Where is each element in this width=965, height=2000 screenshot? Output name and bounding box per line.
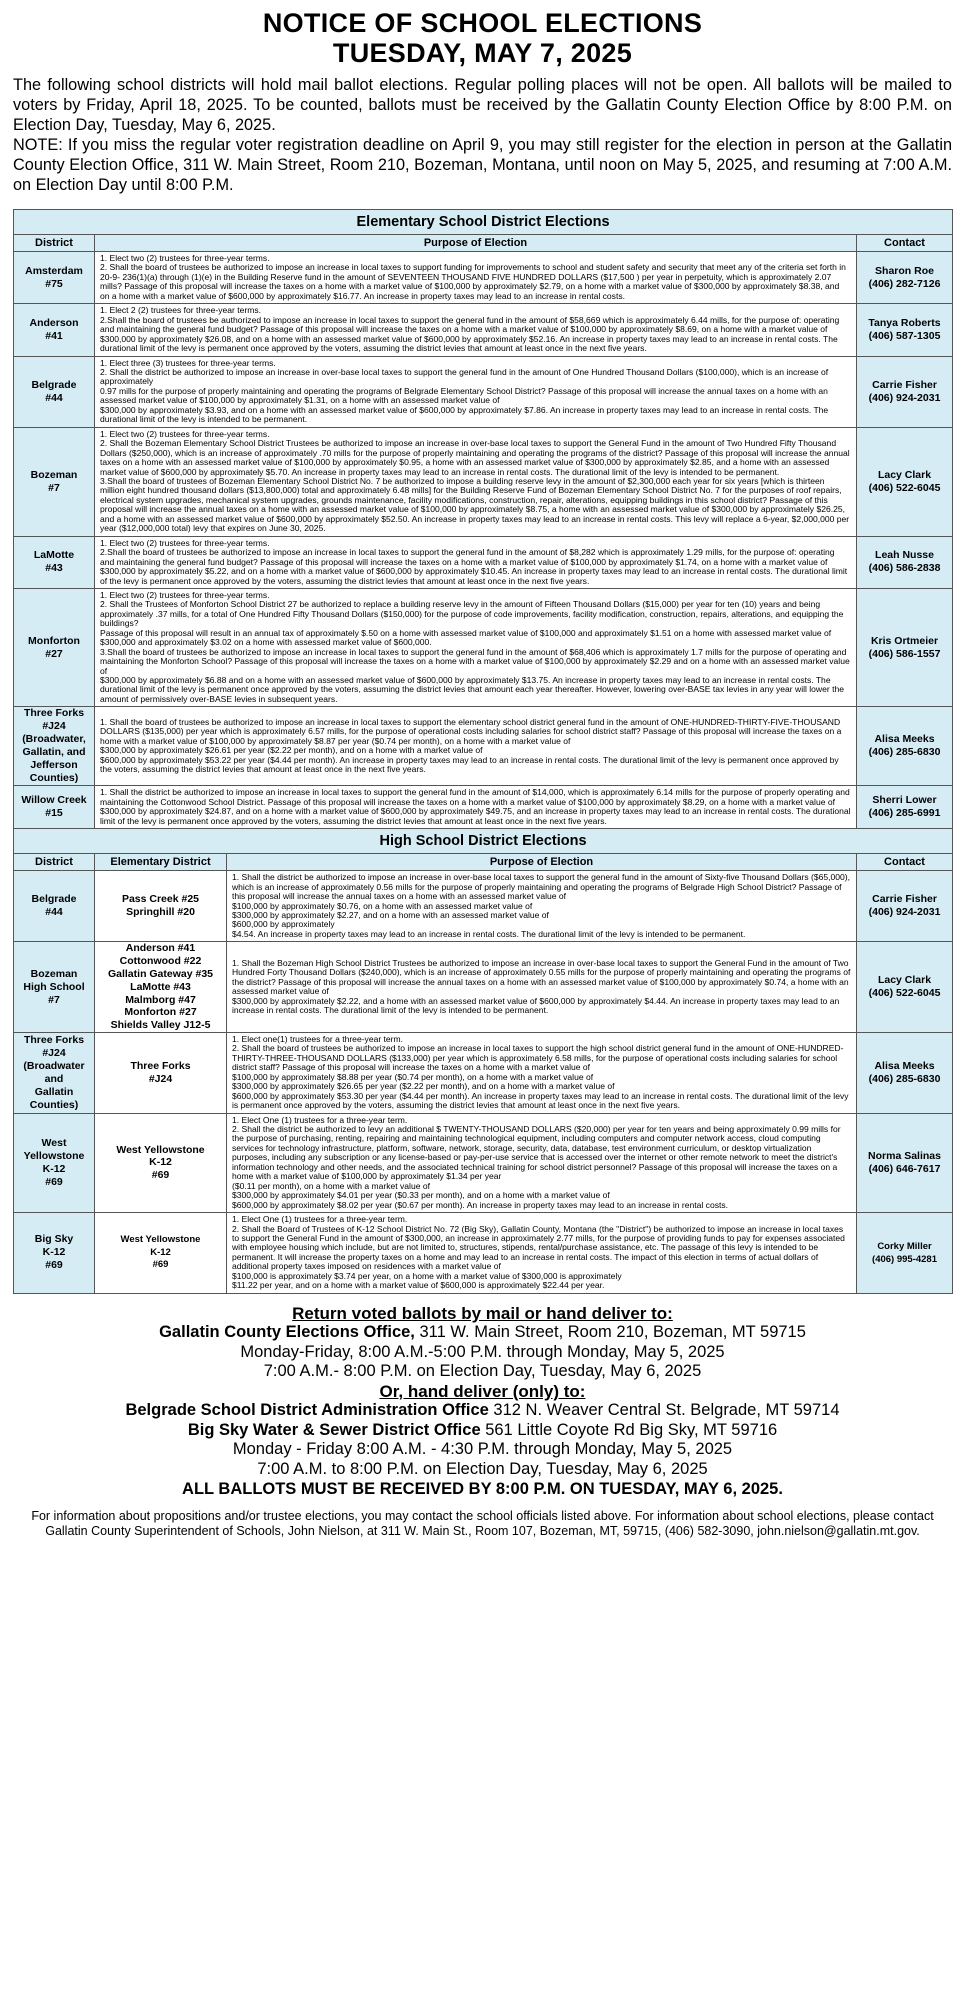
- contact-cell: [857, 536, 953, 588]
- text-line: 1. Shall the district be authorized to impose an increase in over-base local taxes to support the general fund in the amount of Sixty-five Thousand Dollars ($65,000), which is an increase of approximately 0.56 mills for the purpose of properly maintaining and operating the programs of Belgrade High School District? Passage of this proposal will increase the annual taxes on a home with an assessed market value of: [232, 872, 850, 902]
- text-line: 1. Elect three (3) trustees for three-year terms.: [100, 357, 276, 368]
- text-line: Belgrade: [31, 893, 77, 906]
- col-purpose: Purpose of Election: [227, 854, 857, 871]
- district-cell: [14, 871, 95, 942]
- text-line: $300,000 by approximately $2.22, and a home with an assessed market value of $600,000 by approximately $4.44. An increase in property taxes may lead to an increase in rental costs. The durational limit of the levy is intended to be permanent.: [232, 995, 840, 1016]
- contact-info: For information about propositions and/or trustee elections, you may contact the school officials listed above. For information about school elections, please contact Gallatin County Superintendent of Schools, John Nielson, at 311 W. Main St., Room 107, Bozeman, MT, 59715, (406) 582-3090, john.nielson@gallatin.mt.gov.: [31, 1509, 934, 1539]
- text-line: K-12: [149, 1156, 172, 1169]
- text-line: High School: [23, 980, 85, 993]
- elementary-district-cell: [95, 1113, 227, 1213]
- purpose-cell: [95, 588, 857, 706]
- purpose-cell: [95, 304, 857, 356]
- contact-phone: (406) 285-6991: [868, 807, 941, 820]
- elections-table: [13, 209, 953, 1294]
- text-line: Pass Creek #25: [121, 893, 200, 906]
- district-cell: [14, 588, 95, 706]
- office-hours: Monday - Friday 8:00 A.M. - 4:30 P.M. through Monday, May 5, 2025: [232, 1440, 733, 1459]
- table-row: [14, 1032, 953, 1113]
- contact-cell: [857, 786, 953, 829]
- text-line: 1. Elect two (2) trustees for three-year terms.: [100, 428, 270, 439]
- elementary-banner: Elementary School District Elections: [14, 210, 953, 235]
- text-line: $600,000 by approximately: [232, 919, 335, 930]
- text-line: #43: [45, 562, 63, 575]
- contact-name: Tanya Roberts: [868, 316, 941, 329]
- text-line: #7: [48, 481, 60, 494]
- text-line: Gallatin, and: [22, 746, 86, 759]
- contact-cell: [857, 252, 953, 304]
- office-gallatin: [13, 1323, 952, 1343]
- text-line: K-12: [42, 1246, 66, 1259]
- contact-cell: [857, 1113, 953, 1213]
- text-line: 2. Shall the district be authorized to impose an increase in over-base local taxes to support the general fund in the amount of One Hundred Thousand Dollars ($100,000), which is an increase of approximately: [100, 366, 829, 387]
- text-line: $600,000 by approximately $8.02 per year ($0.67 per month). An increase in property taxes may lead to an increase in rental costs.: [232, 1199, 728, 1210]
- text-line: West: [41, 1136, 67, 1149]
- text-line: Gallatin: [34, 1085, 74, 1098]
- text-line: 1. Elect one(1) trustees for a three-year term.: [232, 1033, 404, 1044]
- contact-phone: (406) 587-1305: [868, 329, 941, 342]
- text-line: West Yellowstone: [120, 1233, 201, 1245]
- purpose-cell: [95, 356, 857, 427]
- table-row: [14, 356, 953, 427]
- purpose-cell: [95, 707, 857, 786]
- contact-phone: (406) 924-2031: [868, 391, 941, 404]
- text-line: $100,000 by approximately $8.88 per year ($0.74 per month), on a home with a market value of: [232, 1071, 594, 1082]
- high-school-column-headers: [14, 854, 953, 871]
- ballot-deadline: ALL BALLOTS MUST BE RECEIVED BY 8:00 P.M. ON TUESDAY, MAY 6, 2025.: [182, 1480, 783, 1499]
- text-line: #44: [45, 906, 63, 919]
- text-line: 1. Shall the district be authorized to impose an increase in local taxes to support the general fund in the amount of $14,000, which is approximately 6.14 mills for the purpose of properly operating and maintaining the Cottonwood School District. Passage of this proposal will increase the taxes on a home with a market value of $100,000 by approximately $8.29, on a home with a market value of $300,000 by approximately $24.87, and on a home with a market value of $600,000 by approximately $49.75, and an increase in property taxes may lead to an increase in rental costs. The durational limit of the levy is permanent once approved by the voters, assuming the district levies that amount at least once in the next five years.: [100, 787, 851, 826]
- contact-cell: [857, 1213, 953, 1294]
- text-line: Three Forks: [130, 1059, 191, 1072]
- text-line: (Broadwater: [23, 1059, 85, 1072]
- contact-phone: (406) 586-1557: [868, 647, 941, 660]
- office-hours: Monday-Friday, 8:00 A.M.-5:00 P.M. through Monday, May 5, 2025: [240, 1342, 725, 1361]
- text-line: Anderson: [29, 316, 79, 329]
- contact-phone: (406) 646-7617: [868, 1162, 941, 1175]
- text-line: 1. Shall the board of trustees be authorized to impose an increase in local taxes to support the elementary school district general fund in the amount of ONE-HUNDRED-THIRTY-FIVE-THOUSAND DOLLARS ($135,000) per year which is approximately 6.57 mills, for the purpose of operational costs including salaries for school district staff? Passage of this proposal will increase the taxes on a home with a market value of $100,000 by approximately $8.87 per year ($0.74 per month), on a home with a market value of: [100, 717, 842, 746]
- contact-phone: (406) 282-7126: [868, 277, 941, 290]
- text-line: 1. Elect One (1) trustees for a three-year term.: [232, 1114, 408, 1125]
- district-cell: [14, 786, 95, 829]
- col-elementary-district: Elementary District: [95, 854, 227, 871]
- registration-note: NOTE: If you miss the regular voter registration deadline on April 9, you may still register for the election in person at the Gallatin County Election Office, 311 W. Main Street, Room 210, Bozeman, Montana, until noon on May 5, 2025, and resuming at 7:00 A.M. on Election Day until 8:00 P.M.: [13, 136, 952, 194]
- office-name: Gallatin County Elections Office,: [159, 1323, 415, 1342]
- contact-name: Carrie Fisher: [872, 893, 937, 906]
- text-line: Big Sky: [34, 1233, 74, 1246]
- text-line: K-12: [150, 1246, 171, 1258]
- text-line: #69: [152, 1259, 169, 1271]
- text-line: #69: [45, 1259, 63, 1272]
- text-line: 2.Shall the board of trustees be authorized to impose an increase in local taxes to support the general fund in the amount of $8,282 which is approximately 1.29 mills, for the purpose of: operating and maintaining the general fund budget? Passage of this proposal will increase the taxes on a home with a market value of $100,000 by approximately $1.74, on a home with a market value of $300,000 by approximately $5.22, and on a home with a market value of $600,000 by approximately $10.45. An increase in property taxes may lead to an increase in rental costs. The durational limit of the levy is permanent once approved by the voters, assuming the district levies that amount at least once in the next five years.: [100, 547, 848, 586]
- district-cell: [14, 707, 95, 786]
- text-line: $300,000 by approximately $26.65 per year ($2.22 per month), and on a home with a market value of: [232, 1081, 615, 1092]
- purpose-cell: [95, 536, 857, 588]
- hand-deliver-header: Or, hand deliver (only) to:: [379, 1381, 586, 1401]
- district-cell: [14, 1113, 95, 1213]
- col-district: District: [14, 235, 95, 252]
- col-purpose: Purpose of Election: [95, 235, 857, 252]
- contact-name: Norma Salinas: [868, 1149, 941, 1162]
- contact-phone: (406) 522-6045: [868, 481, 941, 494]
- contact-cell: [857, 304, 953, 356]
- text-line: Anderson #41: [125, 942, 196, 955]
- text-line: ($0.11 per month), on a home with a market value of: [232, 1180, 430, 1191]
- contact-name: Alisa Meeks: [874, 1059, 935, 1072]
- return-header: Return voted ballots by mail or hand deliver to:: [292, 1303, 673, 1323]
- district-cell: [14, 942, 95, 1033]
- district-cell: [14, 304, 95, 356]
- table-row: [14, 786, 953, 829]
- elementary-column-headers: [14, 235, 953, 252]
- purpose-cell: [95, 252, 857, 304]
- contact-phone: (406) 995-4281: [872, 1253, 937, 1265]
- office-big-sky: [13, 1421, 952, 1441]
- text-line: 1. Elect two (2) trustees for three-year terms.: [100, 253, 270, 263]
- text-line: K-12: [42, 1162, 66, 1175]
- purpose-cell: [95, 786, 857, 829]
- text-line: #15: [45, 807, 63, 820]
- text-line: #75: [45, 277, 63, 290]
- contact-phone: (406) 285-6830: [868, 1072, 941, 1085]
- district-cell: [14, 252, 95, 304]
- elementary-district-cell: [95, 1213, 227, 1294]
- high-school-banner: High School District Elections: [14, 829, 953, 854]
- contact-name: Carrie Fisher: [872, 378, 937, 391]
- text-line: $300,000 by approximately $2.27, and on a home with an assessed market value of: [232, 910, 549, 921]
- table-row: [14, 1213, 953, 1294]
- text-line: Three Forks: [23, 1033, 85, 1046]
- purpose-cell: [227, 871, 857, 942]
- district-cell: [14, 427, 95, 536]
- text-line: #J24: [148, 1072, 173, 1085]
- text-line: LaMotte #43: [130, 980, 191, 993]
- contact-cell: [857, 588, 953, 706]
- text-line: (Broadwater,: [22, 733, 86, 746]
- purpose-cell: [227, 1113, 857, 1213]
- text-line: #J24: [42, 720, 66, 733]
- text-line: Monforton: [28, 634, 80, 647]
- text-line: $100,000 by approximately $0.76, on a home with an assessed market value of: [232, 900, 533, 911]
- text-line: $300,000 by approximately $4.01 per year ($0.33 per month), and on a home with a market value of: [232, 1190, 610, 1201]
- contact-name: Lacy Clark: [877, 974, 932, 987]
- text-line: 2. Shall the board of trustees be authorized to impose an increase in local taxes to support the high school district general fund in the amount of ONE-HUNDRED-THIRTY-THREE-THOUSAND DOLLARS ($133,000) per year which is approximately 6.58 mills, for the purpose of operational costs including salaries for school district staff? Passage of this proposal will increase the taxes on a home with a market value of: [232, 1043, 844, 1073]
- text-line: $600,000 by approximately $53.22 per year ($4.44 per month). An increase in property taxes may lead to an increase in rental costs. The durational limit of the levy is permanent once approved by the voters, assuming the district levies that amount at least once in the next five years.: [100, 754, 839, 775]
- text-line: 3.Shall the board of trustees of Bozeman Elementary School District No. 7 be authorized to impose a building reserve levy in the amount of $2,300,000 each year for six years [which is thirteen million eight hundred thousand dollars ($13,800,000) total and approximately 6.48 mills] for the Building Reserve Fund of Bozeman Elementary School District No. 7 for the purposes of roof repairs, electrical system upgrades, mechanical system upgrades, grounds maintenance, facility modifications, construction, repair, alterations, equipping buildings in this school district? Passage of this proposal will increase the annual taxes on a home with an assessed market value of $100,000 by approximately $8.75, a home with an assessed market value of $300,000 by approximately $26.25, and a home with an assessed market value of $600,000 by approximately $52.50. An increase in property taxes may lead to an increase in rental costs. This levy will replace a 6-year, $2,000,000 per year ($12,000,000 total) levy that expires on June 30, 2025.: [100, 475, 850, 534]
- text-line: Malmborg #47: [125, 993, 196, 1006]
- text-line: $300,000 by approximately $26.61 per year ($2.22 per month), and on a home with a market value of: [100, 745, 483, 756]
- text-line: 2. Shall the Board of Trustees of K-12 School District No. 72 (Big Sky), Gallatin County, Montana (the "District") be authorized to impose an increase in local taxes to support the General Fund in the amount of $300,000, an increase in approximately 2.77 mills, for the purpose of providing funds to pay for expenses associated with employee housing which include, but are not limited to, structures, stipends, rental/purchase assistance, etc. The passage of this levy is intended to be permanent. It will increase the property taxes on a home and may lead to an increase in rental costs. The impact of this election in terms of actual dollars of additional property taxes imposed on residences with a market value of: [232, 1223, 845, 1272]
- notice-date-title: TUESDAY, MAY 7, 2025: [332, 38, 633, 68]
- text-line: #69: [151, 1169, 170, 1182]
- text-line: 1. Elect 2 (2) trustees for three-year terms.: [100, 305, 262, 316]
- text-line: $300,000 by approximately $6.88 and on a home with an assessed market value of $600,000 by approximately $13.75. An increase in property taxes may lead to an increase in rental costs. The durational limit of the levy is permanent once approved by the voters, assuming the district levies that amount each year thereafter. However, lowering over-BASE tax levies in any year will lower the amount of permissively over-BASE levies in subsequent years.: [100, 675, 844, 704]
- text-line: Monforton #27: [124, 1006, 197, 1019]
- text-line: Amsterdam: [25, 264, 83, 277]
- text-line: Counties): [29, 772, 79, 785]
- text-line: 2.Shall the board of trustees be authorized to impose an increase in local taxes to support the general fund in the amount of $58,669 which is approximately 6.44 mills, for the purpose of: operating and maintaining the general fund budget? Passage of this proposal will increase the taxes on a home with a market value of $100,000 by approximately $8.69, on a home with a market value of $300,000 by approximately $26.08, and on a home with an assessed market value of $600,000 by approximately $52.16. An increase in property taxes may lead to an increase in rental costs. The durational limit of the levy is permanent once approved by the voters, assuming the district levies that amount at least once in the next five years.: [100, 314, 840, 354]
- col-contact: Contact: [857, 235, 953, 252]
- table-row: [14, 1113, 953, 1213]
- contact-cell: [857, 707, 953, 786]
- contact-cell: [857, 871, 953, 942]
- text-line: 3.Shall the board of trustees be authorized to impose an increase in local taxes to support the general fund in the amount of $68,406 which is approximately 1.7 mills for the purpose of operating and maintaining the Monforton School? Passage of this proposal will increase the taxes on a home with a market value of $100,000 by approximately $2.29 and on a home with an assessed market value of: [100, 646, 850, 676]
- text-line: Cottonwood #22: [119, 955, 202, 968]
- text-line: West Yellowstone: [116, 1143, 205, 1156]
- elementary-district-cell: [95, 942, 227, 1033]
- contact-phone: (406) 522-6045: [868, 987, 941, 1000]
- text-line: Shields Valley J12-5: [110, 1019, 211, 1032]
- text-line: $600,000 by approximately $53.30 per year ($4.44 per month). An increase in property taxes may lead to an increase in rental costs. The durational limit of the levy is permanent once approved by the voters, assuming the district levies that amount at least once in the next five years.: [232, 1090, 849, 1111]
- text-line: 2. Shall the Trustees of Monforton School District 27 be authorized to replace a building reserve levy in the amount of Fifteen Thousand Dollars ($15,000) per year for ten (10) years and being approximately .37 mills, for a total of One Hundred Fifty Thousand Dollars ($150,000) for the purpose of code improvements, facility modification, construction, repairs, alterations, and equipping the buildings?: [100, 599, 844, 629]
- text-line: Springhill #20: [126, 906, 195, 919]
- text-line: 1. Elect One (1) trustees for a three-year term.: [232, 1214, 408, 1225]
- contact-cell: [857, 1032, 953, 1113]
- office-address: 312 N. Weaver Central St. Belgrade, MT 59714: [488, 1401, 840, 1420]
- contact-phone: (406) 924-2031: [868, 906, 941, 919]
- text-line: Jefferson: [30, 759, 78, 772]
- office-name: Big Sky Water & Sewer District Office: [187, 1420, 481, 1439]
- contact-cell: [857, 942, 953, 1033]
- office-hours: 7:00 A.M. to 8:00 P.M. on Election Day, Tuesday, May 6, 2025: [257, 1459, 708, 1478]
- text-line: 1. Elect two (2) trustees for three-year terms.: [100, 537, 270, 548]
- purpose-cell: [227, 1213, 857, 1294]
- text-line: Bozeman: [30, 967, 78, 980]
- text-line: #27: [45, 647, 63, 660]
- text-line: $11.22 per year, and on a home with a market value of $600,000 is approximately $22.44 per year.: [232, 1280, 605, 1291]
- office-hours: 7:00 A.M.- 8:00 P.M. on Election Day, Tuesday, May 6, 2025: [263, 1362, 702, 1381]
- text-line: LaMotte: [33, 549, 75, 562]
- text-line: Willow Creek: [21, 794, 87, 807]
- table-row: [14, 707, 953, 786]
- text-line: #41: [45, 329, 63, 342]
- table-row: [14, 427, 953, 536]
- text-line: #44: [45, 391, 63, 404]
- contact-name: Corky Miller: [877, 1240, 932, 1252]
- table-row: [14, 536, 953, 588]
- contact-cell: [857, 427, 953, 536]
- col-district: District: [14, 854, 95, 871]
- return-instructions: [13, 1304, 952, 1500]
- purpose-cell: [227, 942, 857, 1033]
- contact-phone: (406) 285-6830: [868, 746, 941, 759]
- text-line: 2. Shall the board of trustees be authorized to impose an increase in local taxes to support funding for improvements to school and student safety and security that meet any of the criteria set forth in 20-9- 236(1)(a) through (1)(e) in the Building Reserve fund in the amount of SEVENTEEN THOUSAND FIVE HUNDRED DOLLARS ($17,500 ) per year in perpetuity, which is approximately 2.07 mills? Passage of this proposal will increase the taxes on a home with a market value of $100,000 by approximately $2.79, on a home with a market value of $300,000 by approximately $8.38, and on a home with a market value of $600,000 by approximately $16.77. An increase in property taxes may lead to an increase in rental costs.: [100, 262, 846, 301]
- table-row: [14, 304, 953, 356]
- text-line: #J24: [42, 1046, 66, 1059]
- district-cell: [14, 1213, 95, 1294]
- text-line: #69: [45, 1175, 63, 1188]
- text-line: Bozeman: [30, 468, 78, 481]
- intro-paragraph: The following school districts will hold mail ballot elections. Regular polling places will not be open. All ballots will be mailed to voters by Friday, April 18, 2025. To be counted, ballots must be received by the Gallatin County Election Office by 8:00 P.M. on Election Day, Tuesday, May 6, 2025.: [13, 76, 952, 134]
- office-belgrade: [13, 1401, 952, 1421]
- col-contact: Contact: [857, 854, 953, 871]
- text-line: 1. Shall the Bozeman High School District Trustees be authorized to impose an increase in over-base local taxes to support the General Fund in the amount of Two Hundred Forty Thousand Dollars ($240,000), which is an increase of approximately 0.55 mills for the purpose of properly maintaining and operating the programs of the district? Passage of this proposal will increase the annual taxes on a home with an assessed market value of $100,000 by approximately $0.74, a home with an assessed market value of: [232, 957, 851, 997]
- purpose-cell: [227, 1032, 857, 1113]
- contact-name: Kris Ortmeier: [870, 634, 939, 647]
- text-line: 2. Shall the Bozeman Elementary School District Trustees be authorized to impose an increase in over-base local taxes to support the General Fund in the amount of Two Hundred Fifty Thousand Dollars ($250,000), which is an increase of approximately .70 mills for the purpose of properly maintaining and operating the programs of the district? Passage of this proposal will increase the annual taxes on a home with an assessed market value of $100,000 by approximately $0.95, a home with an assessed market value of $300,000 by approximately $2.85, and a home with an assessed market value of $600,000 by approximately $5.70. An increase in property taxes may lead to an increase in rental costs. The durational limit of the levy is intended to be permanent.: [100, 438, 850, 477]
- text-line: 2. Shall the district be authorized to levy an additional $ TWENTY-THOUSAND DOLLARS ($20,000) per year for ten years and being approximately 0.99 mills for the purpose of purchasing, renting, repairing and maintaining technological equipment, including computers and computer network access, cloud computing services for technology infrastructure, platform, software, network, storage, security, data, database, test environment curriculum, or desktop virtualization purposes, including any subscription or any license-based or pay-per-use service that is accessed over the internet or other remote network to meet the district's information technology and other needs, and the associated technical training for school district personnel? Passage of this proposal will increase the taxes on a home with a market value of $100,000 by approximately $1.34 per year: [232, 1124, 841, 1182]
- text-line: $300,000 by approximately $3.93, and on a home with an assessed market value of $600,000 by approximately $7.86. An increase in property taxes may lead to an increase in rental costs. The durational limit of the levy is intended to be permanent.: [100, 404, 829, 425]
- intro-text: [13, 75, 952, 195]
- office-name: Belgrade School District Administration Office: [125, 1401, 489, 1420]
- text-line: Belgrade: [31, 378, 77, 391]
- notice-title: NOTICE OF SCHOOL ELECTIONS: [262, 8, 703, 38]
- text-line: 0.97 mills for the purpose of properly maintaining and operating the programs of Belgrade Elementary School District? Passage of this proposal will increase the annual taxes on a home with an assessed market value of $100,000 by approximately $1.31, on a home with an assessed market value of: [100, 385, 828, 406]
- table-row: [14, 942, 953, 1033]
- contact-name: Lacy Clark: [877, 468, 932, 481]
- text-line: Gallatin Gateway #35: [107, 967, 214, 980]
- text-line: and: [44, 1072, 64, 1085]
- elementary-district-cell: [95, 1032, 227, 1113]
- text-line: Three Forks: [23, 707, 85, 720]
- district-cell: [14, 1032, 95, 1113]
- district-cell: [14, 356, 95, 427]
- contact-name: Leah Nusse: [875, 549, 934, 562]
- contact-cell: [857, 356, 953, 427]
- text-line: Yellowstone: [23, 1149, 85, 1162]
- district-cell: [14, 536, 95, 588]
- text-line: $100,000 is approximately $3.74 per year, on a home with a market value of $300,000 is approximately: [232, 1270, 622, 1281]
- table-row: [14, 871, 953, 942]
- office-address: 561 Little Coyote Rd Big Sky, MT 59716: [480, 1420, 778, 1439]
- purpose-cell: [95, 427, 857, 536]
- text-line: Counties): [29, 1098, 79, 1111]
- office-address: 311 W. Main Street, Room 210, Bozeman, MT 59715: [414, 1323, 806, 1342]
- text-line: #7: [48, 993, 60, 1006]
- table-row: [14, 588, 953, 706]
- elementary-district-cell: [95, 871, 227, 942]
- high-school-banner-row: [14, 829, 953, 854]
- text-line: Passage of this proposal will result in an annual tax of approximately $.50 on a home with assessed market value of $100,000 and approximately $1.51 on a home with assessed market value of $300,000 and approximately $3.02 on a home with assessed market value of $600,000.: [100, 627, 832, 648]
- text-line: 1. Elect two (2) trustees for three-year terms.: [100, 589, 270, 600]
- contact-name: Alisa Meeks: [874, 733, 935, 746]
- table-row: [14, 252, 953, 304]
- contact-name: Sherri Lower: [872, 794, 937, 807]
- contact-name: Sharon Roe: [875, 264, 934, 277]
- contact-phone: (406) 586-2838: [868, 562, 941, 575]
- text-line: $4.54. An increase in property taxes may lead to an increase in rental costs. The durational limit of the levy is intended to be permanent.: [232, 928, 746, 939]
